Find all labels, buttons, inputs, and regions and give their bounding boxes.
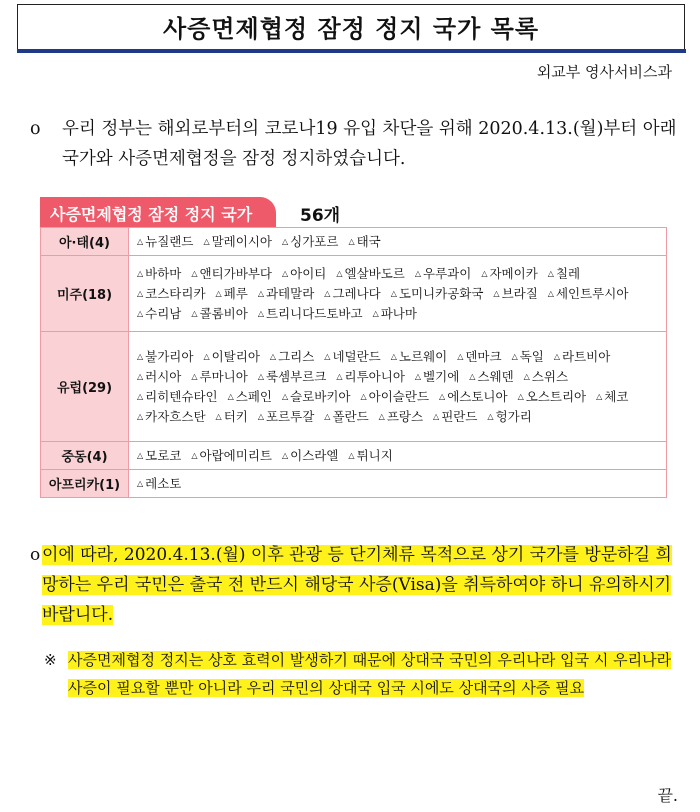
country-name: 아이티 (290, 265, 327, 281)
country-name: 슬로바키아 (290, 388, 351, 404)
triangle-icon: △ (257, 308, 264, 318)
triangle-icon: △ (511, 351, 518, 361)
triangle-icon: △ (372, 308, 379, 318)
triangle-icon: △ (137, 478, 144, 488)
country-name: 오스트리아 (525, 388, 587, 404)
country-name: 엘살바도르 (344, 265, 405, 281)
country-item (191, 264, 272, 284)
country-name: 핀란드 (441, 408, 478, 424)
end-mark: 끝. (657, 786, 678, 805)
triangle-icon: △ (269, 351, 277, 361)
country-name: 이탈리아 (211, 348, 260, 364)
triangle-icon: △ (336, 371, 343, 381)
region-cell: 미주(18) (41, 256, 129, 332)
triangle-icon: △ (414, 371, 422, 381)
country-item (228, 387, 272, 407)
triangle-icon: △ (596, 391, 603, 401)
region-cell: 중동(4) (41, 442, 129, 470)
triangle-icon: △ (439, 391, 446, 401)
country-item (282, 446, 338, 466)
triangle-icon: △ (414, 268, 422, 278)
country-item (137, 304, 181, 324)
table-row (41, 332, 667, 442)
intro-text: 우리 정부는 해외로부터의 코로나19 유입 차단을 위해 2020.4.13.(월)부터 아래 국가와 사증면제협정을 잠정 정지하였습니다. (62, 119, 677, 169)
triangle-icon: △ (281, 268, 289, 278)
triangle-icon: △ (137, 236, 144, 246)
triangle-icon: △ (203, 351, 210, 361)
country-item (324, 347, 380, 367)
country-name: 코스타리카 (145, 285, 206, 301)
triangle-icon: △ (487, 411, 494, 421)
triangle-icon: △ (257, 371, 264, 381)
country-name: 세인트루시아 (555, 285, 629, 301)
country-name: 아랍에미리트 (199, 447, 272, 463)
country-name: 뉴질랜드 (145, 233, 194, 249)
triangle-icon: △ (523, 371, 530, 381)
country-name: 포르투갈 (265, 408, 315, 424)
region-cell: 아·태(4) (41, 228, 129, 256)
triangle-icon: △ (433, 411, 440, 421)
triangle-icon: △ (390, 351, 397, 361)
country-item (596, 387, 628, 407)
country-name: 루마니아 (199, 368, 248, 384)
triangle-icon: △ (215, 411, 222, 421)
region-cell: 아프리카(1) (41, 470, 129, 498)
country-name: 과테말라 (265, 285, 315, 301)
country-name: 모로코 (145, 447, 182, 463)
country-name: 콜롬비아 (199, 305, 248, 321)
country-item (548, 264, 580, 284)
country-name: 네덜란드 (332, 348, 381, 364)
triangle-icon: △ (281, 450, 289, 460)
triangle-icon: △ (324, 351, 331, 361)
country-item (457, 347, 501, 367)
triangle-icon: △ (257, 288, 264, 298)
notice-paragraph (30, 540, 680, 630)
triangle-icon: △ (227, 391, 234, 401)
country-item (548, 284, 629, 304)
triangle-icon: △ (493, 288, 500, 298)
country-item (137, 474, 181, 494)
country-name: 리투아니아 (344, 368, 405, 384)
country-item (282, 264, 326, 284)
country-item (487, 407, 531, 427)
triangle-icon: △ (481, 268, 488, 278)
country-name: 프랑스 (386, 408, 424, 424)
country-item (415, 367, 459, 387)
countries-cell (129, 442, 667, 470)
triangle-icon: △ (553, 351, 561, 361)
page-title: 사증면제협정 잠정 정지 국가 목록 (163, 15, 539, 43)
table-header-tab (40, 197, 276, 227)
triangle-icon: △ (324, 288, 331, 298)
country-name: 스페인 (235, 388, 272, 404)
country-item (391, 347, 447, 367)
country-item (324, 284, 380, 304)
reference-mark: ※ (44, 651, 57, 669)
country-name: 자메이카 (489, 265, 538, 281)
country-name: 카자흐스탄 (145, 408, 206, 424)
triangle-icon: △ (137, 391, 144, 401)
country-name: 독일 (519, 348, 544, 364)
country-item (137, 264, 181, 284)
triangle-icon: △ (137, 371, 144, 381)
triangle-icon: △ (336, 268, 343, 278)
bullet: o (30, 119, 41, 139)
country-item (439, 387, 508, 407)
countries-cell (129, 332, 667, 442)
country-item (433, 407, 477, 427)
country-count: 56개 (300, 206, 341, 226)
country-item (336, 264, 405, 284)
country-name: 레소토 (145, 475, 182, 491)
triangle-icon: △ (203, 236, 210, 246)
country-item (469, 367, 513, 387)
country-item (493, 284, 537, 304)
country-item (336, 367, 405, 387)
title-box (17, 4, 685, 50)
triangle-icon: △ (547, 268, 554, 278)
country-item (203, 232, 272, 252)
country-item (518, 387, 587, 407)
triangle-icon: △ (281, 236, 289, 246)
region-cell: 유럽(29) (41, 332, 129, 442)
triangle-icon: △ (360, 391, 367, 401)
country-name: 트리니다드토바고 (265, 305, 363, 321)
country-item (191, 367, 247, 387)
country-name: 앤티가바부다 (199, 265, 272, 281)
country-name: 러시아 (145, 368, 182, 384)
triangle-icon: △ (137, 450, 144, 460)
country-item (481, 264, 537, 284)
country-name: 튀니지 (356, 447, 393, 463)
triangle-icon: △ (517, 391, 524, 401)
country-item (282, 387, 351, 407)
triangle-icon: △ (348, 236, 355, 246)
country-name: 칠레 (555, 265, 581, 281)
table-header-label: 사증면제협정 잠정 정지 국가 (50, 205, 253, 224)
country-item (191, 304, 247, 324)
triangle-icon: △ (215, 288, 222, 298)
country-name: 페루 (223, 285, 248, 301)
country-name: 그리스 (278, 348, 315, 364)
triangle-icon: △ (469, 371, 476, 381)
country-item (137, 446, 181, 466)
triangle-icon: △ (457, 351, 464, 361)
country-item (282, 232, 338, 252)
country-item (391, 284, 484, 304)
title-underline (17, 49, 686, 53)
country-item (373, 304, 417, 324)
country-name: 덴마크 (465, 348, 502, 364)
bullet: o (30, 545, 41, 565)
country-name: 이스라엘 (290, 447, 339, 463)
country-name: 스위스 (531, 368, 569, 384)
country-item (191, 446, 272, 466)
country-item (137, 407, 206, 427)
country-item (137, 387, 218, 407)
triangle-icon: △ (137, 351, 144, 361)
country-name: 도미니카공화국 (398, 285, 484, 301)
country-name: 태국 (356, 233, 381, 249)
country-item (348, 232, 380, 252)
department-label: 외교부 영사서비스과 (536, 63, 672, 81)
triangle-icon: △ (257, 411, 264, 421)
country-item (524, 367, 568, 387)
triangle-icon: △ (390, 288, 397, 298)
triangle-icon: △ (137, 268, 144, 278)
country-name: 터키 (223, 408, 248, 424)
triangle-icon: △ (191, 450, 198, 460)
table-row (41, 228, 667, 256)
table-row (41, 442, 667, 470)
notice-text: 이에 따라, 2020.4.13.(월) 이후 관광 등 단기체류 목적으로 상기 국가를 방문하길 희망하는 우리 국민은 출국 전 반드시 해당국 사증(Visa)을 취득하여야 하니 유의하시기 바랍니다. (42, 545, 672, 625)
country-item (258, 284, 314, 304)
intro-paragraph (30, 114, 680, 174)
countries-cell (129, 228, 667, 256)
triangle-icon: △ (348, 450, 355, 460)
table-row (41, 470, 667, 498)
country-item (137, 284, 206, 304)
country-name: 그레나다 (332, 285, 381, 301)
country-item (348, 446, 392, 466)
country-name: 브라질 (501, 285, 538, 301)
country-item (203, 347, 259, 367)
triangle-icon: △ (281, 391, 289, 401)
country-item (554, 347, 610, 367)
country-name: 싱가포르 (290, 233, 339, 249)
countries-cell (129, 256, 667, 332)
country-name: 헝가리 (495, 408, 532, 424)
country-item (258, 407, 314, 427)
country-name: 수리남 (145, 305, 182, 321)
note-paragraph (44, 646, 684, 702)
country-name: 우루과이 (423, 265, 472, 281)
country-item (379, 407, 423, 427)
triangle-icon: △ (378, 411, 385, 421)
country-item (270, 347, 314, 367)
triangle-icon: △ (137, 411, 144, 421)
country-item (137, 347, 193, 367)
triangle-icon: △ (324, 411, 331, 421)
country-item (512, 347, 544, 367)
country-item (137, 232, 193, 252)
country-name: 체코 (604, 388, 629, 404)
country-name: 노르웨이 (398, 348, 448, 364)
triangle-icon: △ (137, 308, 144, 318)
country-item (216, 407, 248, 427)
country-name: 스웨덴 (477, 368, 514, 384)
country-name: 바하마 (145, 265, 182, 281)
triangle-icon: △ (191, 371, 198, 381)
country-name: 파나마 (380, 305, 417, 321)
country-item (258, 367, 327, 387)
country-name: 라트비아 (562, 348, 611, 364)
country-name: 말레이시아 (211, 233, 272, 249)
country-name: 벨기에 (423, 368, 460, 384)
country-table (40, 227, 667, 498)
triangle-icon: △ (547, 288, 554, 298)
country-name: 에스토니아 (447, 388, 508, 404)
country-name: 폴란드 (332, 408, 369, 424)
country-item (361, 387, 430, 407)
country-item (137, 367, 181, 387)
triangle-icon: △ (191, 308, 198, 318)
country-item (415, 264, 471, 284)
countries-cell (129, 470, 667, 498)
country-name: 불가리아 (145, 348, 194, 364)
country-item (216, 284, 248, 304)
triangle-icon: △ (191, 268, 198, 278)
triangle-icon: △ (137, 288, 144, 298)
country-name: 아이슬란드 (368, 388, 430, 404)
table-row (41, 256, 667, 332)
country-item (324, 407, 368, 427)
note-text: 사증면제협정 정지는 상호 효력이 발생하기 때문에 상대국 국민의 우리나라 입국 시 우리나라 사증이 필요할 뿐만 아니라 우리 국민의 상대국 입국 시에도 상대국의 사증 필요 (68, 651, 672, 697)
country-name: 리히텐슈타인 (145, 388, 218, 404)
country-item (258, 304, 363, 324)
country-name: 룩셈부르크 (265, 368, 327, 384)
